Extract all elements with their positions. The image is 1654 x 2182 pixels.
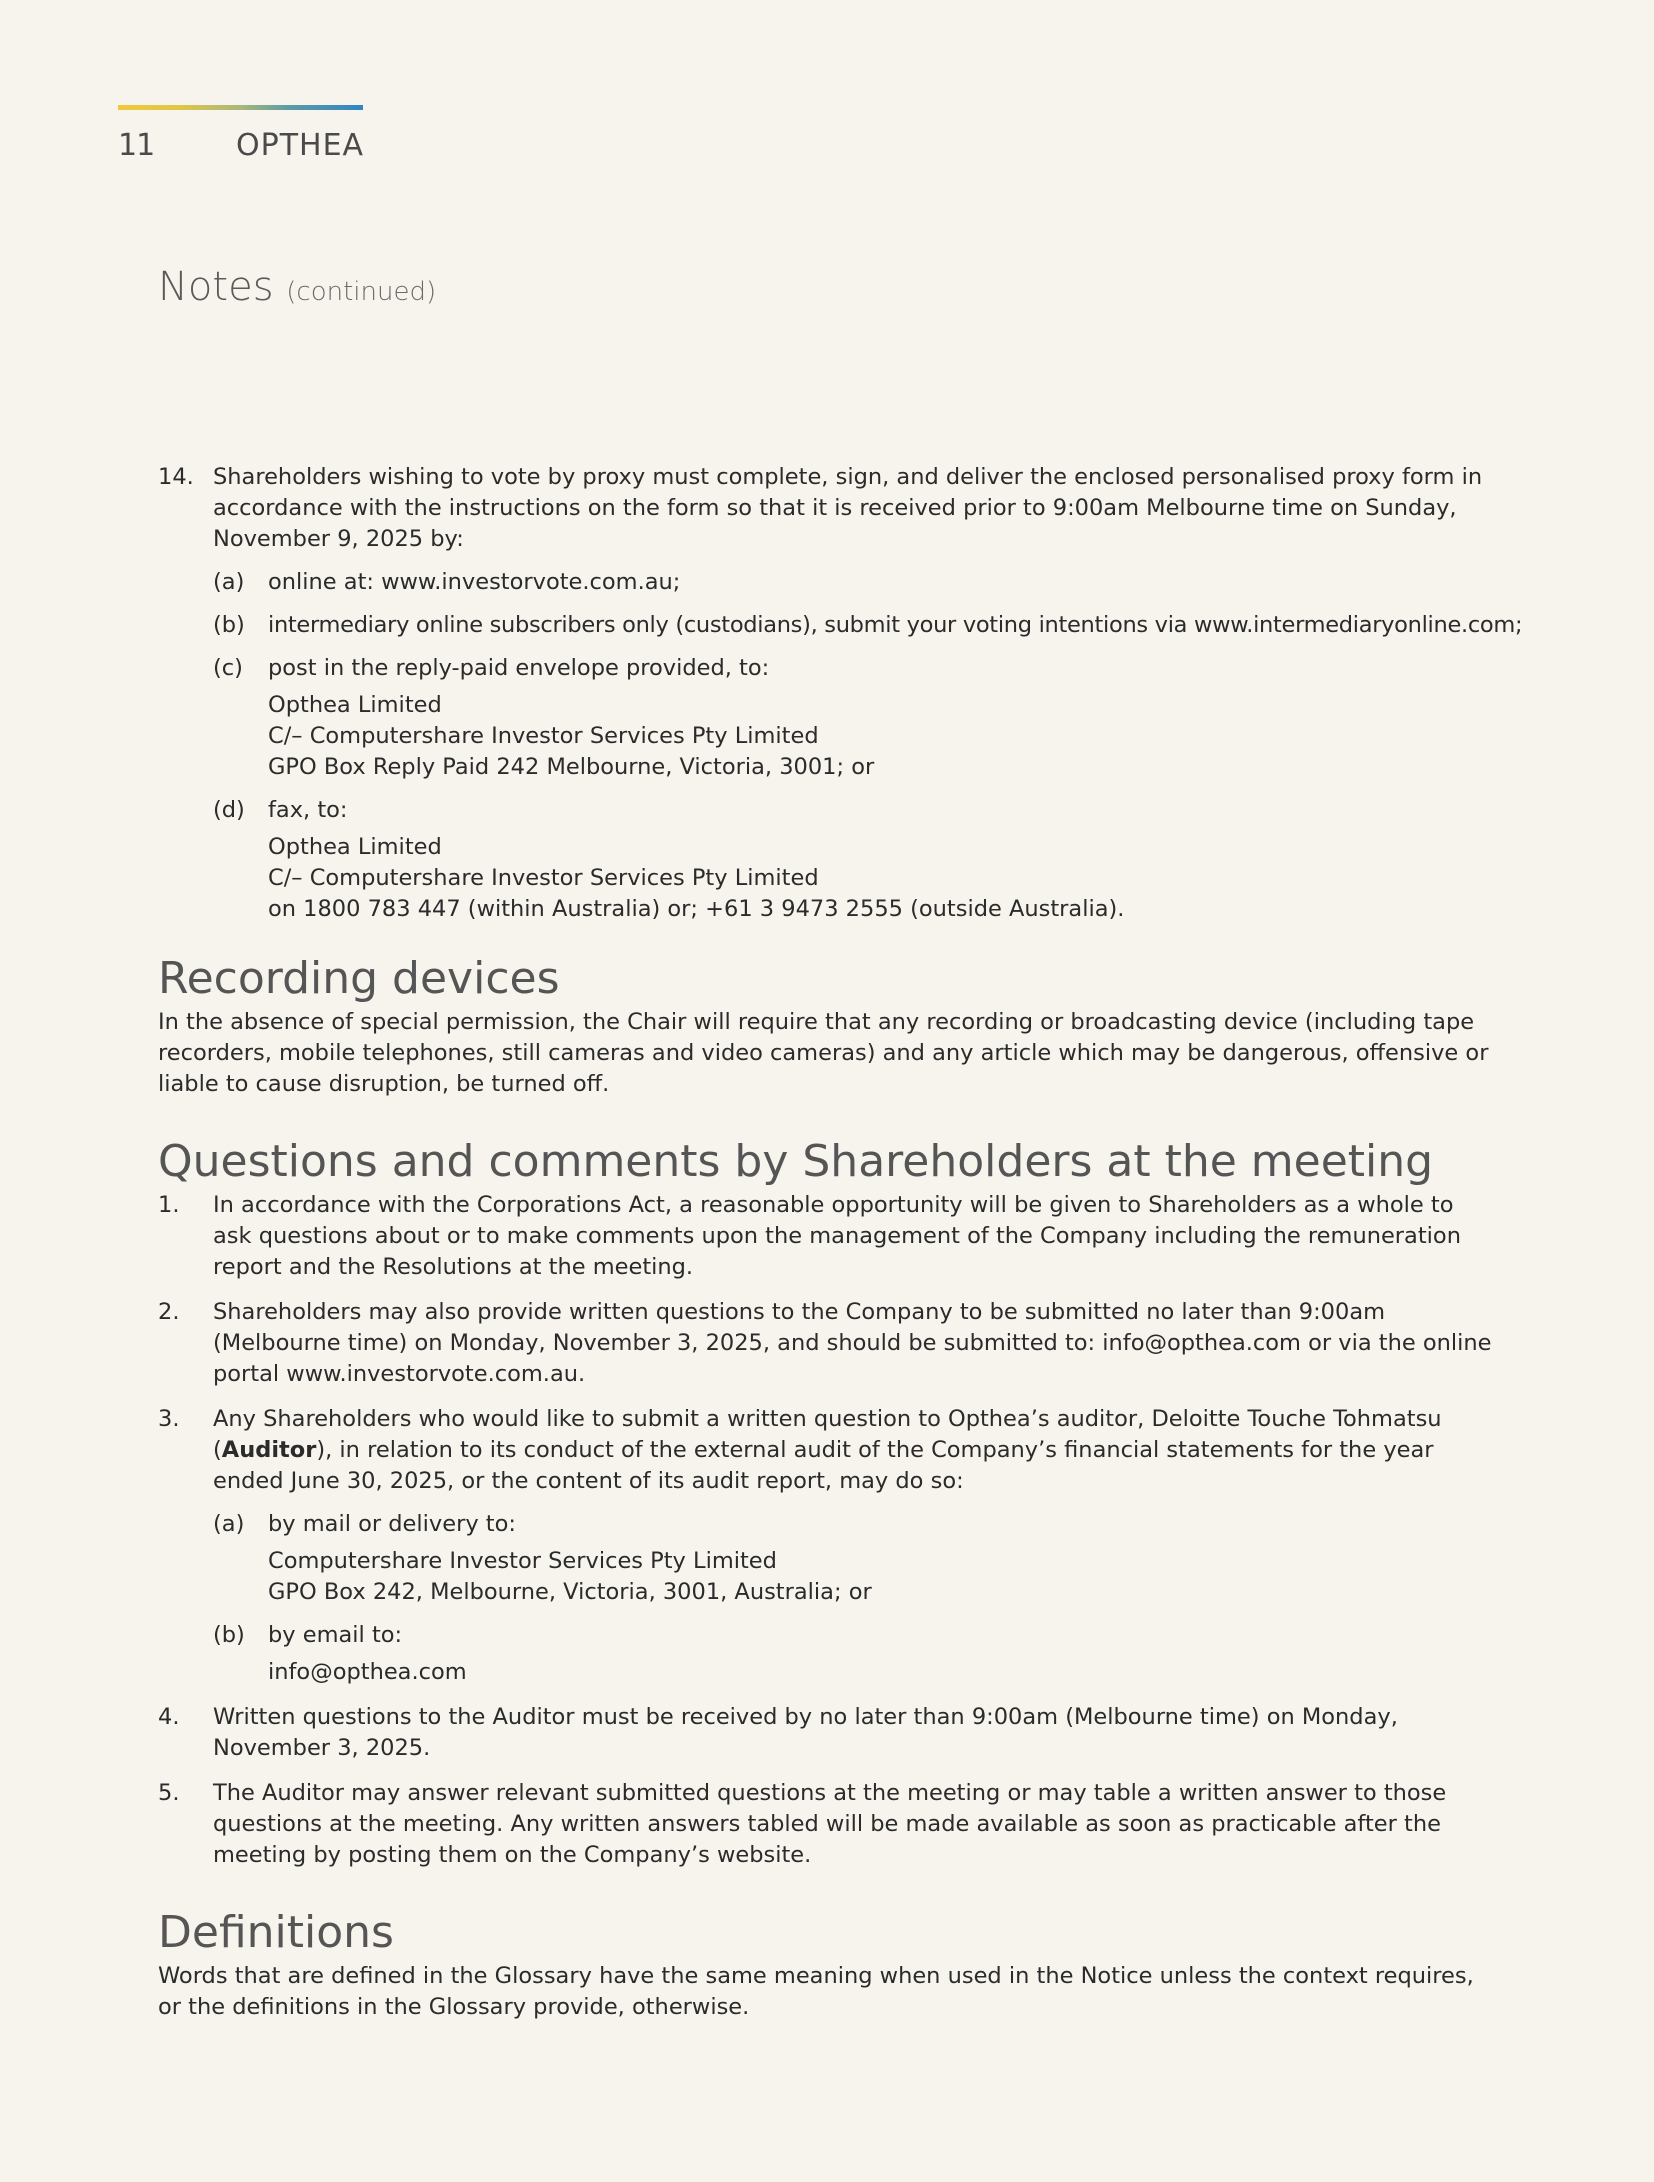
question-item-2 (158, 1297, 1498, 1390)
sub-item-text: intermediary online subscribers only (custodians), submit your voting intentions via www.intermediaryonline.com; (268, 612, 1523, 638)
sub-item-label: (d) (213, 797, 245, 823)
page-number: 11 (118, 128, 155, 163)
recording-section (158, 951, 1498, 1100)
note-item-14 (158, 462, 1523, 925)
list-number: 4. (158, 1704, 180, 1730)
sub-item-d (213, 795, 1522, 925)
question-item-5 (158, 1778, 1498, 1871)
sub-item-a (213, 567, 1522, 598)
postal-address (268, 690, 874, 783)
note-item-number: 14. (158, 464, 194, 490)
address-line: Opthea Limited (268, 834, 442, 860)
notes-heading (158, 264, 436, 310)
postal-address (268, 1546, 872, 1608)
list-text: Shareholders may also provide written questions to the Company to be submitted no later than 9:00am (Melbourne time) on Monday, November 3, 2025, and should be submitted to: info@opthea.com or via the online portal www.investorvote.com.au. (213, 1299, 1492, 1387)
sub-item-label: (a) (213, 1511, 245, 1537)
questions-section (158, 1134, 1498, 1871)
list-text: Written questions to the Auditor must be received by no later than 9:00am (Melbourne time) on Monday, November 3, 2025. (213, 1704, 1398, 1761)
notes-title: Notes (158, 264, 274, 310)
email-address: info@opthea.com (268, 1659, 467, 1685)
list-text-part: Any Shareholders who would like to submit a written question to Opthea’s auditor, Deloitte Touche Tohmatsu ( (213, 1406, 1442, 1463)
list-text-part: ), in relation to its conduct of the external audit of the Company’s financial statements for the year ended June 30, 2025, or the content of its audit report, may do so: (213, 1437, 1434, 1494)
sub-item-text: by mail or delivery to: (268, 1511, 516, 1537)
question-item-4 (158, 1702, 1498, 1764)
list-number: 5. (158, 1780, 180, 1806)
sub-item-text: by email to: (268, 1622, 403, 1648)
fax-address (268, 832, 1124, 925)
recording-text: In the absence of special permission, the Chair will require that any recording or broadcasting device (including tape recorders, mobile telephones, still cameras and video cameras) and any article which may be dangerous, offensive or liable to cause disruption, be turned off. (158, 1009, 1489, 1097)
list-text: The Auditor may answer relevant submitted questions at the meeting or may table a written answer to those questions at the meeting. Any written answers tabled will be made available as soon as practicable after the meeting by posting them on the Company’s website. (213, 1780, 1447, 1868)
page-content (158, 462, 1523, 2023)
definitions-text: Words that are defined in the Glossary have the same meaning when used in the Notice unless the context requires, or the definitions in the Glossary provide, otherwise. (158, 1963, 1474, 2020)
address-line: GPO Box 242, Melbourne, Victoria, 3001, Australia; or (268, 1579, 872, 1605)
header-color-rule (118, 105, 363, 110)
brand-logo-text: OPTHEA (236, 128, 365, 163)
sub-item-label: (a) (213, 569, 245, 595)
list-number: 1. (158, 1192, 180, 1218)
address-line: C/– Computershare Investor Services Pty Limited (268, 723, 819, 749)
address-line: Opthea Limited (268, 692, 442, 718)
address-line: on 1800 783 447 (within Australia) or; +61 3 9473 2555 (outside Australia). (268, 896, 1125, 922)
list-number: 3. (158, 1406, 180, 1432)
definitions-section (158, 1905, 1498, 2023)
sub-item-label: (b) (213, 1622, 245, 1648)
sub-item-a (213, 1509, 1498, 1608)
address-line: Computershare Investor Services Pty Limited (268, 1548, 777, 1574)
sub-item-b (213, 610, 1522, 641)
definitions-heading: Definitions (158, 1907, 394, 1958)
sub-item-label: (c) (213, 655, 243, 681)
sub-item-text: fax, to: (268, 797, 348, 823)
question-item-1 (158, 1190, 1498, 1283)
list-text: In accordance with the Corporations Act, a reasonable opportunity will be given to Shareholders as a whole to ask questions about or to make comments upon the management of the Company including the remuneration report and the Resolutions at the meeting. (213, 1192, 1461, 1280)
sub-item-c (213, 653, 1522, 783)
question-item-3 (158, 1404, 1498, 1688)
address-line: C/– Computershare Investor Services Pty Limited (268, 865, 819, 891)
sub-item-b (213, 1620, 1498, 1688)
list-number: 2. (158, 1299, 180, 1325)
recording-heading: Recording devices (158, 953, 560, 1004)
list-text (213, 1404, 1498, 1497)
note-item-text: Shareholders wishing to vote by proxy must complete, sign, and deliver the enclosed personalised proxy form in accordance with the instructions on the form so that it is received prior to 9:00am Melbourne time on Sunday, November 9, 2025 by: (213, 464, 1483, 552)
questions-heading: Questions and comments by Shareholders at the meeting (158, 1136, 1434, 1187)
sub-item-label: (b) (213, 612, 245, 638)
notes-title-suffix: (continued) (286, 277, 437, 307)
address-line: GPO Box Reply Paid 242 Melbourne, Victoria, 3001; or (268, 754, 875, 780)
auditor-term: Auditor (221, 1437, 317, 1463)
sub-item-text: online at: www.investorvote.com.au; (268, 569, 681, 595)
sub-item-text: post in the reply-paid envelope provided, to: (268, 655, 770, 681)
